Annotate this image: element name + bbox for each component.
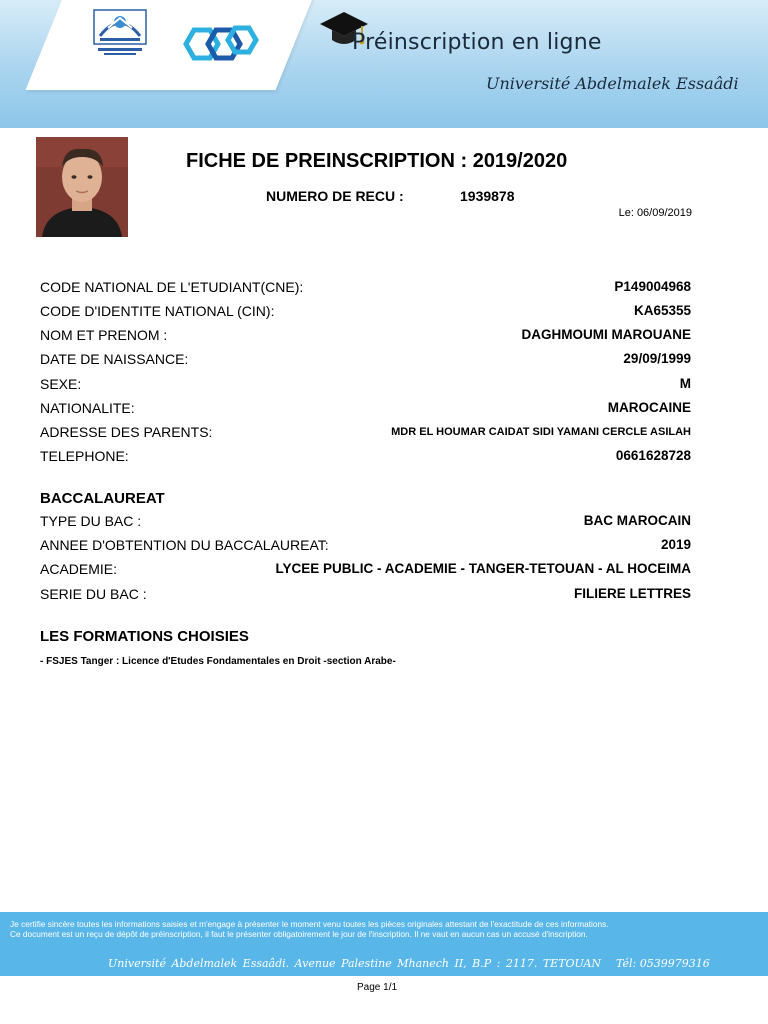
header-university-name: Université Abdelmalek Essaâdi — [486, 74, 739, 93]
info-value: M — [679, 376, 691, 391]
info-label: SEXE: — [40, 376, 82, 392]
info-row-parents-address — [40, 424, 691, 444]
footer-address: Université Abdelmalek Essaâdi. Avenue Palestine Mhanech II, B.P : 2117. TETOUAN — [108, 957, 602, 970]
info-row-cin — [40, 303, 691, 323]
info-label: DATE DE NAISSANCE: — [40, 351, 189, 367]
info-row-academy — [40, 561, 691, 581]
student-photo-image — [36, 137, 128, 237]
info-value: 0661628728 — [615, 448, 691, 463]
info-value: P149004968 — [614, 279, 691, 294]
footer-certification-note — [10, 919, 760, 939]
info-row-name — [40, 327, 691, 347]
info-value: MAROCAINE — [607, 400, 691, 415]
info-value: KA65355 — [633, 303, 691, 318]
info-row-sex — [40, 376, 691, 396]
info-value: LYCEE PUBLIC - ACADEMIE - TANGER-TETOUAN - AL HOCEIMA — [275, 561, 691, 576]
receipt-number-value: 1939878 — [460, 188, 515, 204]
header-title: Préinscription en ligne — [352, 30, 602, 55]
footer-band — [0, 912, 768, 976]
info-row-bac-type — [40, 513, 691, 533]
info-label: NATIONALITE: — [40, 400, 135, 416]
footer-note-line: Je certifie sincère toutes les informations saisies et m'engage à présenter le moment venu toutes les pièces originales attestant de l'exactitude de ces informations. — [10, 919, 609, 929]
section-title-bac: BACCALAUREAT — [40, 490, 165, 507]
formation-item: - FSJES Tanger : Licence d'Etudes Fondamentales en Droit -section Arabe- — [40, 656, 396, 667]
info-label: TELEPHONE: — [40, 448, 129, 464]
info-label: CODE NATIONAL DE L'ETUDIANT(CNE): — [40, 279, 304, 295]
info-value: 2019 — [660, 537, 691, 552]
info-label: TYPE DU BAC : — [40, 513, 142, 529]
header-paper-shape — [26, 0, 320, 90]
issued-date: Le: 06/09/2019 — [618, 207, 692, 219]
info-row-cne — [40, 279, 691, 299]
info-label: NOM ET PRENOM : — [40, 327, 168, 343]
info-label: CODE D'IDENTITE NATIONAL (CIN): — [40, 303, 275, 319]
info-row-nationality — [40, 400, 691, 420]
info-value: 29/09/1999 — [623, 351, 691, 366]
info-value: DAGHMOUMI MAROUANE — [521, 327, 691, 342]
info-value: BAC MAROCAIN — [583, 513, 691, 528]
info-label: ADRESSE DES PARENTS: — [40, 424, 213, 440]
page-number: Page 1/1 — [357, 982, 398, 993]
info-value: MDR EL HOUMAR CAIDAT SIDI YAMANI CERCLE ASILAH — [391, 426, 691, 438]
info-label: SERIE DU BAC : — [40, 586, 147, 602]
section-title-formations: LES FORMATIONS CHOISIES — [40, 628, 249, 645]
info-row-bac-year — [40, 537, 691, 557]
info-value: FILIERE LETTRES — [573, 586, 691, 601]
receipt-number-label: NUMERO DE RECU : — [266, 188, 404, 204]
info-row-bac-series — [40, 586, 691, 606]
info-label: ANNEE D'OBTENTION DU BACCALAUREAT: — [40, 537, 329, 553]
footer-telephone: Tél: 0539979316 — [616, 957, 710, 970]
info-row-birthdate — [40, 351, 691, 371]
university-logo-icon — [90, 6, 150, 58]
chain-links-icon — [182, 22, 264, 66]
footer-note-line: Ce document est un reçu de dépôt de préinscription, il faut le présenter obligatoirement le jour de l'inscription. Il ne vaut en aucun cas un accusé d'inscription. — [10, 929, 588, 939]
document-title: FICHE DE PREINSCRIPTION : 2019/2020 — [186, 150, 568, 172]
info-row-telephone — [40, 448, 691, 468]
info-label: ACADEMIE: — [40, 561, 118, 577]
student-photo — [36, 137, 128, 237]
header-banner — [0, 0, 768, 128]
